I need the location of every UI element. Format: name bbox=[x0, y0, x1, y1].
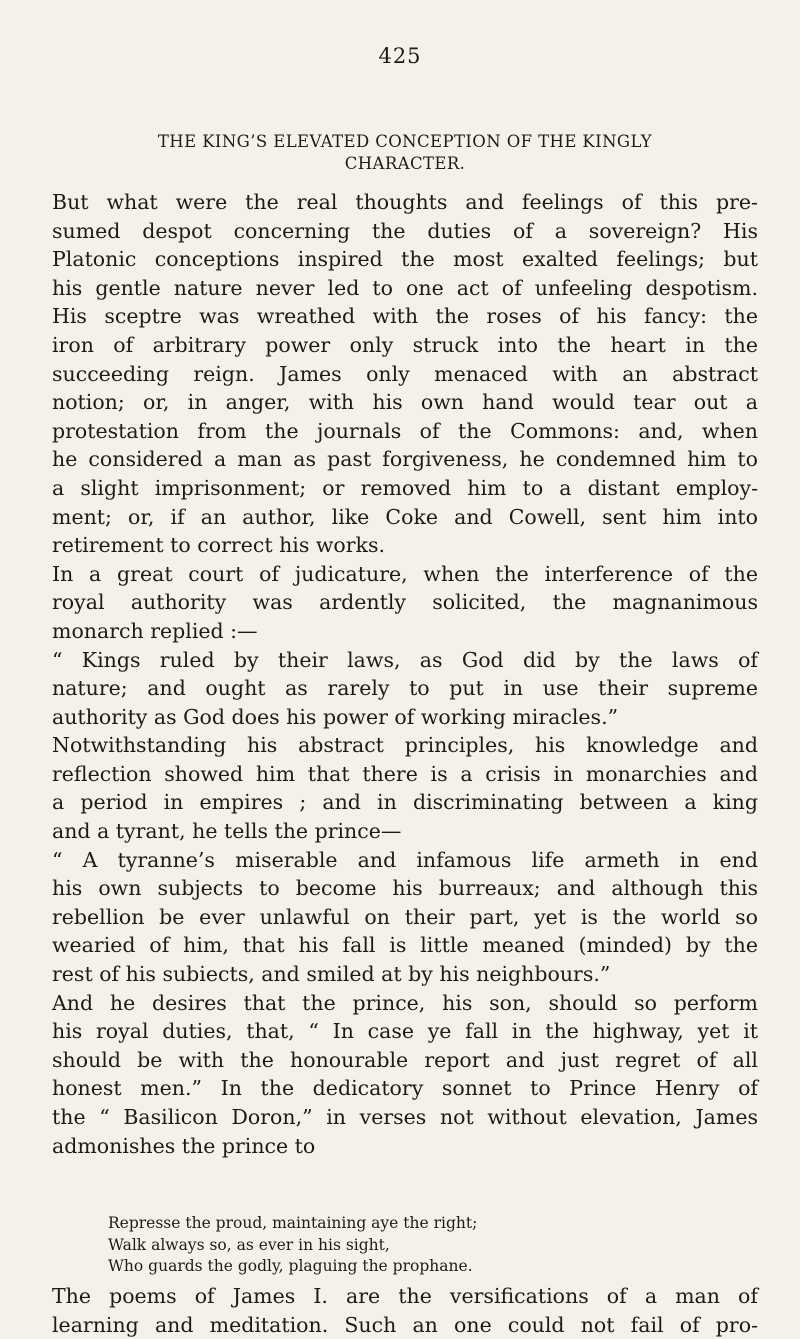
text-line: rebellion be ever unlawful on their part, yet is the world so bbox=[52, 904, 758, 929]
text-line: his own subjects to become his burreaux; and although this bbox=[52, 876, 758, 901]
text-line: retirement to correct his works. bbox=[52, 533, 386, 558]
text-line: his gentle nature never led to one act of unfeeling despotism. bbox=[52, 275, 758, 300]
page-number: 425 bbox=[378, 44, 422, 68]
text-line: reflection showed him that there is a crisis in monarchies and bbox=[52, 761, 758, 786]
text-line: rest of his subiects, and smiled at by his neighbours.” bbox=[52, 962, 611, 987]
text-line: ment; or, if an author, like Coke and Cowell, sent him into bbox=[52, 504, 758, 529]
section-heading bbox=[60, 131, 750, 175]
text-line: notion; or, in anger, with his own hand would tear out a bbox=[52, 390, 758, 415]
text-line: Platonic conceptions inspired the most exalted feelings; but bbox=[52, 247, 758, 272]
text-line: In a great court of judicature, when the interference of the bbox=[52, 561, 758, 586]
text-line: monarch replied :— bbox=[52, 618, 258, 643]
text-line: protestation from the journals of the Commons: and, when bbox=[52, 418, 758, 443]
text-line: “ Kings ruled by their laws, as God did by the laws of bbox=[52, 647, 758, 672]
section-heading-line: CHARACTER. bbox=[344, 154, 466, 173]
text-line: royal authority was ardently solicited, the magnanimous bbox=[52, 590, 758, 615]
text-line: his royal duties, that, “ In case ye fall in the highway, yet it bbox=[52, 1019, 758, 1044]
text-line: The poems of James I. are the versifications of a man of bbox=[52, 1284, 758, 1308]
closing-paragraph bbox=[52, 1282, 758, 1339]
section-heading-line: THE KING’S ELEVATED CONCEPTION OF THE KINGLY bbox=[157, 132, 653, 151]
text-line: should be with the honourable report and just regret of all bbox=[52, 1047, 758, 1072]
text-line: His sceptre was wreathed with the roses of his fancy: the bbox=[52, 304, 758, 329]
text-line: “ A tyranne’s miserable and infamous life armeth in end bbox=[52, 847, 758, 872]
text-line: admonishes the prince to bbox=[52, 1133, 316, 1158]
verse-line: Walk always so, as ever in his sight, bbox=[108, 1235, 390, 1254]
body-text bbox=[52, 188, 758, 1160]
text-line: honest men.” In the dedicatory sonnet to Prince Henry of bbox=[52, 1076, 758, 1101]
text-line: succeeding reign. James only menaced with an abstract bbox=[52, 361, 758, 386]
text-line: sumed despot concerning the duties of a sovereign? His bbox=[52, 218, 758, 243]
text-line: he considered a man as past forgiveness, he condemned him to bbox=[52, 447, 758, 472]
text-line: learning and meditation. Such an one could not fail of pro- bbox=[52, 1312, 758, 1337]
text-line: Notwithstanding his abstract principles, his knowledge and bbox=[52, 733, 758, 758]
text-line: nature; and ought as rarely to put in use their supreme bbox=[52, 676, 758, 701]
verse-line: Who guards the godly, plaguing the prophane. bbox=[108, 1257, 473, 1275]
text-line: But what were the real thoughts and feelings of this pre- bbox=[52, 190, 758, 214]
text-line: iron of arbitrary power only struck into the heart in the bbox=[52, 332, 758, 357]
verse-line: Represse the proud, maintaining aye the right; bbox=[108, 1214, 478, 1232]
text-line: wearied of him, that his fall is little meaned (minded) by the bbox=[52, 933, 758, 958]
text-line: the “ Basilicon Doron,” in verses not without elevation, James bbox=[52, 1105, 758, 1129]
verse-quotation bbox=[108, 1213, 708, 1278]
text-line: a period in empires ; and in discriminating between a king bbox=[52, 790, 758, 815]
text-line: authority as God does his power of working miracles.” bbox=[52, 704, 619, 729]
text-line: and a tyrant, he tells the prince— bbox=[52, 819, 402, 844]
text-line: a slight imprisonment; or removed him to a distant employ- bbox=[52, 475, 758, 500]
text-line: And he desires that the prince, his son, should so perform bbox=[52, 990, 758, 1015]
